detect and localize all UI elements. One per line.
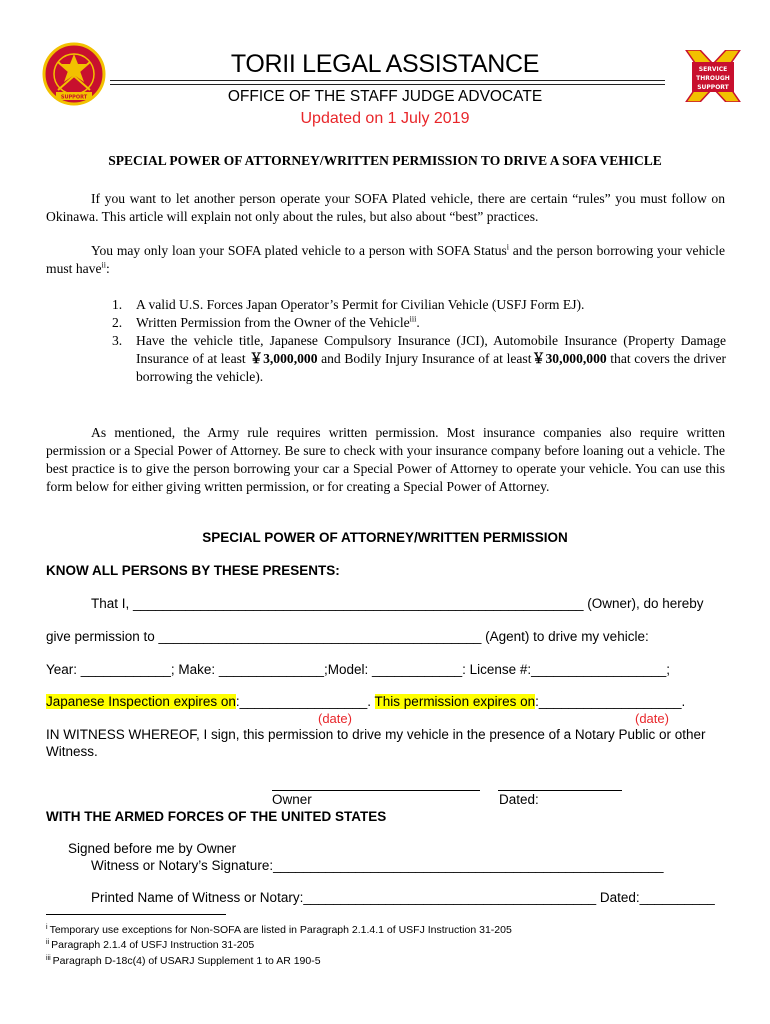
permission-expires-label: This permission expires on bbox=[374, 694, 536, 709]
property-insurance-amount: ￥3,000,000 bbox=[249, 351, 318, 366]
armed-forces-heading: WITH THE ARMED FORCES OF THE UNITED STATES bbox=[46, 809, 387, 824]
footnote-ref-i[interactable]: i bbox=[506, 242, 510, 252]
article-heading: SPECIAL POWER OF ATTORNEY/WRITTEN PERMISSION TO DRIVE A SOFA VEHICLE bbox=[108, 153, 662, 168]
permission-expires-blank[interactable]: :___________________. bbox=[535, 694, 686, 709]
crest-label: SUPPORT bbox=[60, 94, 88, 101]
permission-paragraph: As mentioned, the Army rule requires written permission. Most insurance companies also require written permission or a Special Power of Attorney. Be sure to check with your insurance company before loaning out a vehicle. The best practice is to give the person borrowing your car a Special Power of Attorney to operate your vehicle. You can use this form below for either giving written permission, or for creating a Special Power of Attorney. bbox=[46, 425, 725, 494]
footnote-ref-iii[interactable]: iii bbox=[409, 314, 417, 324]
list-item bbox=[112, 332, 725, 390]
signed-before-label: Signed before me by Owner bbox=[68, 841, 237, 856]
list-number: 1. bbox=[112, 297, 123, 312]
witness-statement: IN WITNESS WHEREOF, I sign, this permission to drive my vehicle in the presence of a Notary Public or other Witness. bbox=[46, 727, 706, 759]
know-all-persons: KNOW ALL PERSONS BY THESE PRESENTS: bbox=[46, 563, 340, 578]
requirements-paragraph: You may only loan your SOFA plated vehicle to a person with SOFA Status$^i$ and the person borrowing your vehicle must have$^{ii}$: bbox=[46, 242, 725, 276]
owner-label: Owner bbox=[272, 792, 312, 807]
date-hint: (date) bbox=[318, 711, 352, 726]
footnote-divider bbox=[46, 914, 226, 915]
owner-name-field[interactable]: That I, ____________________________________________________________ (Owner), do hereby bbox=[91, 596, 704, 611]
expiration-fields[interactable] bbox=[46, 693, 685, 710]
date-hint: (date) bbox=[635, 711, 669, 726]
vehicle-details-field[interactable]: Year: ____________; Make: ______________;Model: ____________: License #:__________________; bbox=[46, 662, 671, 677]
page-title: TORII LEGAL ASSISTANCE bbox=[230, 50, 540, 78]
agent-name-field[interactable]: give permission to ___________________________________________ (Agent) to drive my vehicle: bbox=[46, 629, 649, 644]
emblem-line-3: SUPPORT bbox=[697, 84, 729, 91]
list-number: 3. bbox=[112, 333, 123, 348]
header-rule bbox=[110, 80, 665, 81]
bodily-insurance-amount: ￥30,000,000 bbox=[531, 351, 607, 366]
witness-signature-field[interactable]: Witness or Notary’s Signature:____________________________________________________ bbox=[91, 858, 664, 873]
form-heading: SPECIAL POWER OF ATTORNEY/WRITTEN PERMISSION bbox=[202, 530, 568, 545]
footnote-ref-ii[interactable]: ii bbox=[101, 260, 106, 270]
emblem-line-1: SERVICE bbox=[698, 66, 728, 73]
list-number: 2. bbox=[112, 315, 123, 330]
footnote: $^i$ Temporary use exceptions for Non-SOFA are listed in Paragraph 2.1.4.1 of USFJ Instruction 31-205 bbox=[46, 923, 512, 936]
page-subtitle: OFFICE OF THE STAFF JUDGE ADVOCATE bbox=[227, 88, 543, 105]
header-rule-thin bbox=[110, 84, 665, 85]
updated-date: Updated on 1 July 2019 bbox=[300, 110, 470, 127]
intro-paragraph: If you want to let another person operate your SOFA Plated vehicle, there are certain “rules” you must follow on Okinawa. This article will explain not only about the rules, but also about “best” practices. bbox=[46, 191, 725, 224]
emblem-line-2: THROUGH bbox=[696, 75, 730, 82]
footnote: $^{ii}$ Paragraph 2.1.4 of USFJ Instruction 31-205 bbox=[46, 938, 255, 951]
list-text: Written Permission from the Owner of the Vehicle$^{iii}$. bbox=[136, 314, 420, 330]
list-text: A valid U.S. Forces Japan Operator’s Permit for Civilian Vehicle (USFJ Form EJ). bbox=[136, 297, 585, 312]
jp-inspection-blank[interactable]: :_________________. bbox=[235, 694, 375, 709]
list-text: Have the vehicle title, Japanese Compulsory Insurance (JCI), Automobile Insurance (Property Damage Insurance of at least ￥3,000,000 and Bodily Injury Insurance of at least￥30,000,000 that covers the driver borrowing the vehicle). bbox=[136, 333, 727, 384]
printed-name-field[interactable]: Printed Name of Witness or Notary:_______________________________________ Dated:__________ bbox=[91, 890, 715, 905]
footnote: $^{iii}$ Paragraph D-18c(4) of USARJ Supplement 1 to AR 190-5 bbox=[46, 954, 321, 967]
jp-inspection-label: Japanese Inspection expires on bbox=[46, 694, 236, 709]
dated-label: Dated: bbox=[499, 792, 539, 807]
